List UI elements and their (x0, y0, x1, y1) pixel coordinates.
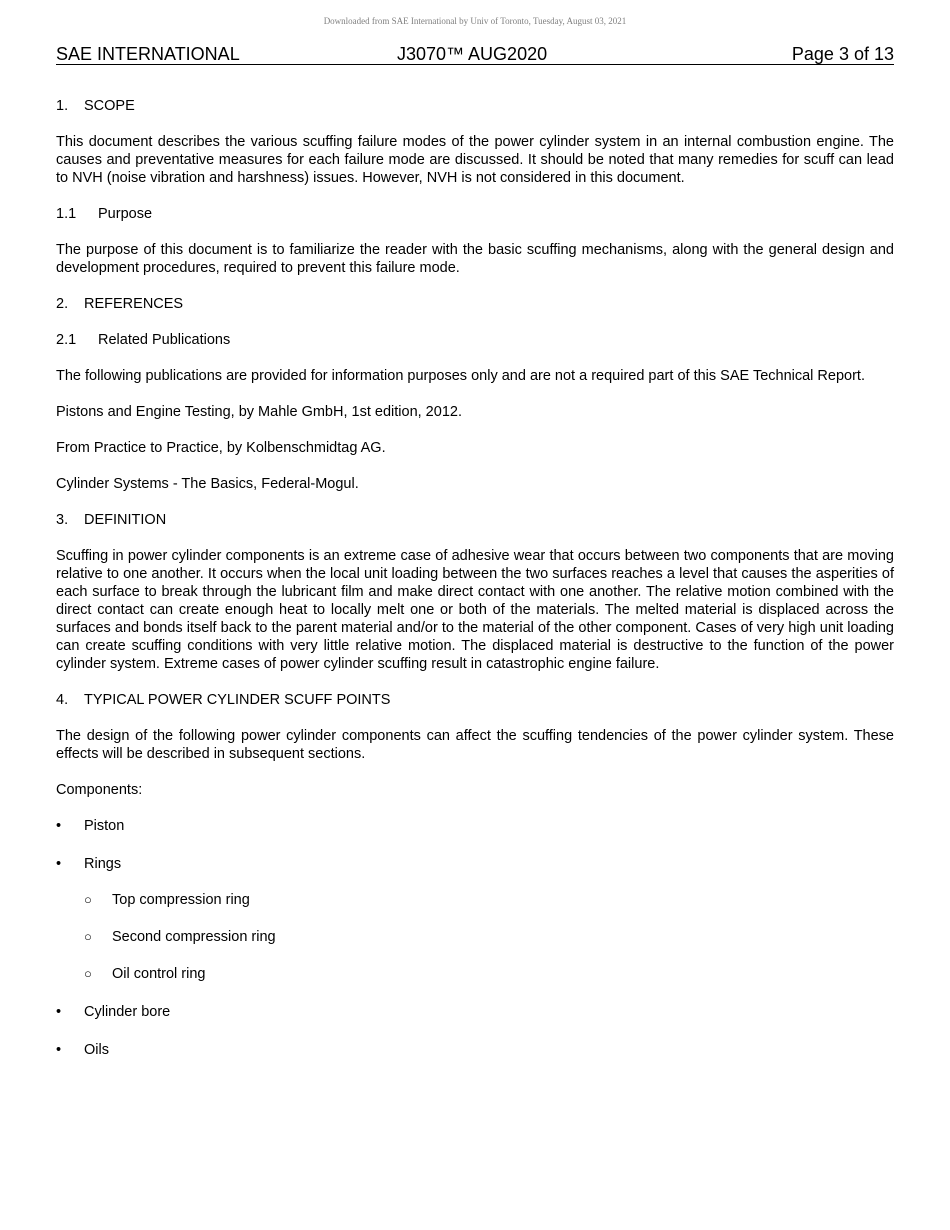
circle-bullet-icon: ○ (84, 892, 92, 907)
section-number: 2. (56, 296, 69, 312)
section-title: Purpose (98, 206, 153, 222)
header-page-number: Page 3 of 13 (791, 44, 894, 64)
section-heading-related-publications (56, 331, 894, 349)
header-doc-id: J3070™ AUG2020 (397, 44, 548, 64)
section-number: 1.1 (56, 206, 77, 222)
section-number: 1. (56, 98, 69, 114)
section-heading-purpose (56, 205, 894, 223)
publication-item: Cylinder Systems - The Basics, Federal-Mogul. (56, 476, 359, 492)
list-item-cylinder-bore (56, 1003, 894, 1021)
publication-item: From Practice to Practice, by Kolbenschmidtag AG. (56, 440, 386, 456)
scope-paragraph: This document describes the various scuffing failure modes of the power cylinder system in an internal combustion engine. The causes and preventative measures for each failure mode are discussed. It should be noted that many remedies for scuff can lead to NVH (noise vibration and harshness) issues. However, NVH is not considered in this document. (56, 134, 894, 186)
list-item-oils (56, 1041, 894, 1059)
list-item-label: Rings (84, 856, 122, 872)
sublist-item-label: Top compression ring (112, 892, 250, 908)
download-watermark: Downloaded from SAE International by Univ of Toronto, Tuesday, August 03, 2021 (323, 16, 627, 26)
circle-bullet-icon: ○ (84, 929, 92, 944)
list-item-rings (56, 855, 894, 983)
sublist-item-label: Second compression ring (112, 929, 276, 945)
purpose-paragraph: The purpose of this document is to familiarize the reader with the basic scuffing mechanisms, along with the general design and development procedures, required to prevent this failure mode. (56, 242, 894, 276)
section-heading-scuff-points (56, 691, 894, 709)
section-heading-definition (56, 511, 894, 529)
definition-paragraph: Scuffing in power cylinder components is an extreme case of adhesive wear that occurs between two components that are moving relative to one another. It occurs when the local unit loading between the two surfaces reaches a level that causes the asperities of each surface to break through the lubricant film and make direct contact with one another. The relative motion combined with the direct contact can create enough heat to locally melt one or both of the materials. The melted material is displaced across the surfaces and bonds itself back to the parent material and/or to the material of the other component. Cases of very high unit loading can create scuffing conditions with very little relative motion. The displaced material is destructive to the function of the power cylinder system. Extreme cases of power cylinder scuffing result in catastrophic engine failure. (56, 548, 894, 672)
list-item-label: Oils (84, 1042, 109, 1058)
section-title: Related Publications (98, 332, 231, 348)
document-body (56, 97, 894, 1079)
page-header (56, 44, 894, 65)
rings-sublist (84, 891, 894, 983)
bullet-icon: • (56, 1042, 62, 1058)
section-title: SCOPE (84, 98, 135, 114)
sublist-item-label: Oil control ring (112, 966, 206, 982)
bullet-icon: • (56, 1004, 62, 1020)
section-number: 2.1 (56, 332, 77, 348)
section-number: 3. (56, 512, 69, 528)
components-label: Components: (56, 782, 143, 798)
list-item-label: Cylinder bore (84, 1004, 171, 1020)
list-item-label: Piston (84, 818, 125, 834)
sublist-item (84, 891, 894, 909)
circle-bullet-icon: ○ (84, 966, 92, 981)
section-heading-scope (56, 97, 894, 115)
bullet-icon: • (56, 856, 62, 872)
header-org: SAE INTERNATIONAL (56, 44, 240, 64)
section-number: 4. (56, 692, 69, 708)
bullet-icon: • (56, 818, 62, 834)
publication-item: Pistons and Engine Testing, by Mahle GmbH, 1st edition, 2012. (56, 404, 462, 420)
section-title: DEFINITION (84, 512, 167, 528)
sublist-item (84, 928, 894, 946)
scuff-points-paragraph: The design of the following power cylinder components can affect the scuffing tendencies of the power cylinder system. These effects will be described in subsequent sections. (56, 728, 894, 762)
related-publications-paragraph: The following publications are provided for information purposes only and are not a required part of this SAE Technical Report. (56, 368, 865, 384)
section-heading-references (56, 295, 894, 313)
sublist-item (84, 965, 894, 983)
section-title: REFERENCES (84, 296, 184, 312)
components-list (56, 817, 894, 1059)
section-title: TYPICAL POWER CYLINDER SCUFF POINTS (84, 692, 391, 708)
list-item-piston (56, 817, 894, 835)
